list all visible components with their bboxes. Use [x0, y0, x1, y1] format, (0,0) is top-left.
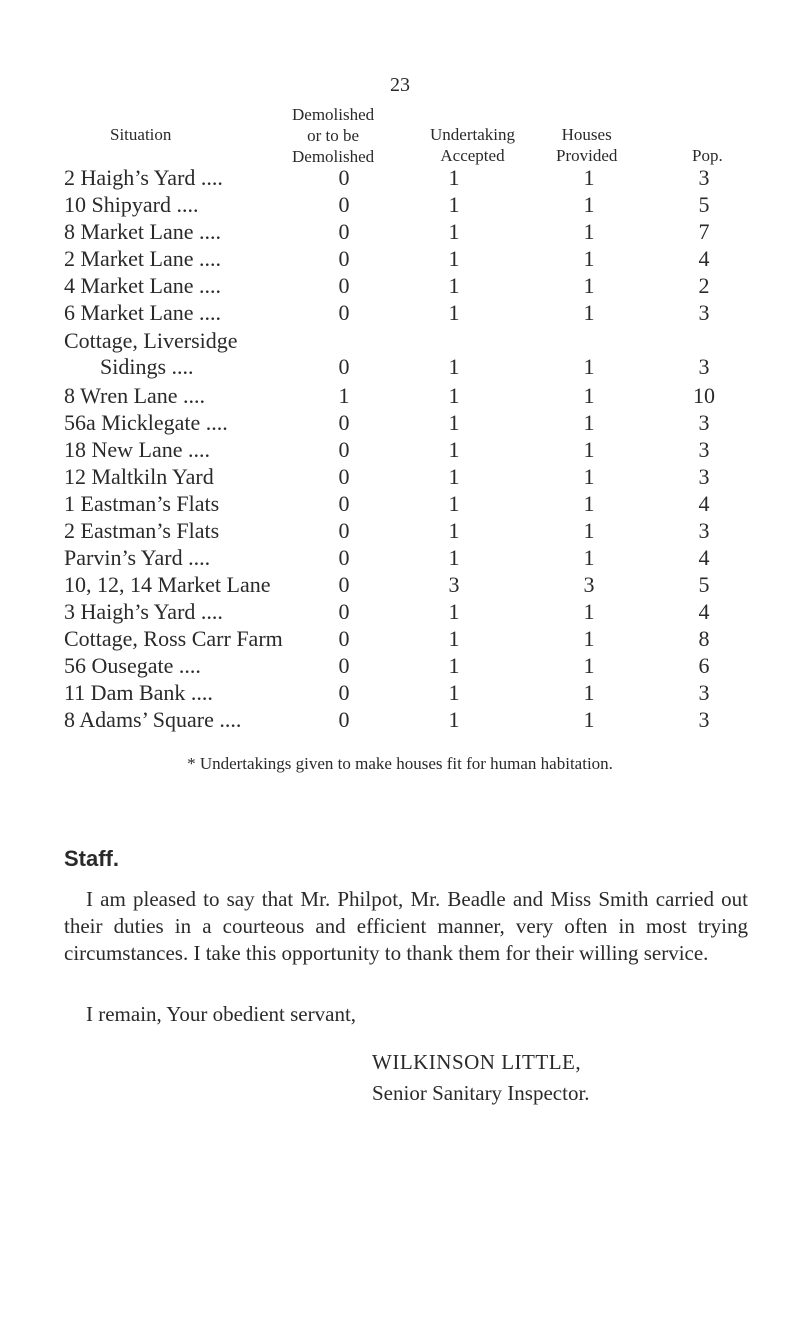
cell-demolished: 0 — [338, 245, 350, 271]
table-row — [64, 191, 754, 218]
cell-houses: 1 — [583, 436, 595, 462]
table-row — [64, 326, 754, 382]
header-demolished-line: Demolished — [292, 105, 375, 124]
table-row — [64, 517, 754, 544]
cell-demolished: 0 — [338, 679, 350, 705]
cell-demolished: 0 — [338, 409, 350, 435]
cell-pop: 3 — [698, 409, 710, 435]
cell-situation — [64, 544, 304, 571]
cell-situation — [64, 625, 304, 652]
situation-text: 2 Market Lane .... — [64, 245, 221, 271]
cell-houses: 1 — [583, 490, 595, 516]
cell-pop: 3 — [698, 354, 710, 379]
closing-line: I remain, Your obedient servant, — [86, 1002, 357, 1026]
cell-demolished: 0 — [338, 436, 350, 462]
cell-demolished: 0 — [338, 571, 350, 597]
header-demolished — [292, 104, 374, 167]
table-row — [64, 299, 754, 326]
table-row — [64, 164, 754, 191]
cell-demolished: 0 — [338, 218, 350, 244]
situation-text: 4 Market Lane .... — [64, 272, 221, 298]
cell-demolished: 0 — [338, 517, 350, 543]
cell-pop: 4 — [698, 490, 710, 516]
situation-text: 12 Maltkiln Yard — [64, 463, 214, 489]
cell-pop: 8 — [698, 625, 710, 651]
cell-houses: 1 — [583, 679, 595, 705]
cell-situation — [64, 679, 304, 706]
situation-text: 18 New Lane .... — [64, 436, 211, 462]
cell-pop: 3 — [698, 706, 710, 732]
table-row — [64, 245, 754, 272]
cell-houses: 1 — [583, 272, 595, 298]
cell-undertaking: 1 — [448, 490, 460, 516]
cell-pop: 6 — [698, 652, 710, 678]
cell-houses: 1 — [583, 354, 595, 379]
housing-table-body — [64, 164, 754, 733]
situation-text: 6 Market Lane .... — [64, 299, 221, 325]
cell-demolished: 0 — [338, 598, 350, 624]
table-row — [64, 436, 754, 463]
cell-situation — [64, 299, 304, 326]
cell-undertaking: 1 — [448, 544, 460, 570]
table-row — [64, 679, 754, 706]
table-row — [64, 706, 754, 733]
table-row — [64, 598, 754, 625]
cell-houses: 1 — [583, 191, 595, 217]
table-row — [64, 544, 754, 571]
cell-situation — [64, 490, 304, 517]
cell-pop: 5 — [698, 191, 710, 217]
header-pop: Pop. — [692, 146, 723, 165]
cell-pop: 7 — [698, 218, 710, 244]
cell-undertaking: 1 — [448, 679, 460, 705]
situation-text: 10, 12, 14 Market Lane — [64, 571, 271, 597]
table-row — [64, 625, 754, 652]
cell-situation — [64, 164, 304, 191]
cell-pop: 3 — [698, 679, 710, 705]
cell-undertaking: 1 — [448, 382, 460, 408]
cell-undertaking: 1 — [448, 218, 460, 244]
cell-undertaking: 1 — [448, 245, 460, 271]
header-demolished-line: Demolished — [292, 147, 375, 166]
staff-paragraph: I am pleased to say that Mr. Philpot, Mr. Beadle and Miss Smith carried out their duties in a courteous and efficient manner, very often in most trying circumstances. I take this opportunity to thank them for their willing service. — [64, 887, 748, 965]
header-undertaking-line: Accepted — [440, 146, 505, 165]
signatory-title: Senior Sanitary Inspector. — [372, 1081, 590, 1105]
cell-demolished: 0 — [338, 625, 350, 651]
cell-pop: 3 — [698, 463, 710, 489]
cell-demolished: 0 — [338, 490, 350, 516]
cell-pop: 4 — [698, 245, 710, 271]
cell-undertaking: 1 — [448, 706, 460, 732]
header-undertaking — [430, 124, 515, 166]
situation-text: 8 Wren Lane .... — [64, 382, 206, 408]
situation-text: 2 Eastman’s Flats — [64, 517, 220, 543]
cell-houses: 1 — [583, 299, 595, 325]
cell-situation — [64, 517, 304, 544]
cell-situation — [64, 326, 304, 382]
cell-undertaking: 3 — [448, 571, 460, 597]
table-row — [64, 218, 754, 245]
cell-demolished: 0 — [338, 191, 350, 217]
situation-text: 1 Eastman’s Flats — [64, 490, 220, 516]
cell-demolished: 0 — [338, 354, 350, 379]
cell-undertaking: 1 — [448, 164, 460, 190]
cell-undertaking: 1 — [448, 272, 460, 298]
cell-undertaking: 1 — [448, 191, 460, 217]
cell-situation — [64, 272, 304, 299]
situation-text: 2 Haigh’s Yard .... — [64, 164, 223, 190]
table-row — [64, 409, 754, 436]
cell-houses: 1 — [583, 409, 595, 435]
cell-situation — [64, 218, 304, 245]
cell-undertaking: 1 — [448, 625, 460, 651]
cell-situation — [64, 598, 304, 625]
cell-houses: 1 — [583, 164, 595, 190]
situation-text: 8 Adams’ Square .... — [64, 706, 242, 732]
cell-houses: 1 — [583, 544, 595, 570]
cell-houses: 1 — [583, 517, 595, 543]
table-row — [64, 382, 754, 409]
situation-text-line2: Sidings .... — [100, 354, 194, 379]
cell-pop: 3 — [698, 299, 710, 325]
situation-text: 3 Haigh’s Yard .... — [64, 598, 223, 624]
cell-demolished: 0 — [338, 299, 350, 325]
cell-houses: 1 — [583, 652, 595, 678]
cell-demolished: 0 — [338, 463, 350, 489]
cell-demolished: 0 — [338, 652, 350, 678]
cell-situation — [64, 706, 304, 733]
table-row — [64, 652, 754, 679]
cell-houses: 1 — [583, 218, 595, 244]
table-row — [64, 571, 754, 598]
cell-situation — [64, 409, 304, 436]
cell-houses: 1 — [583, 245, 595, 271]
staff-heading: Staff. — [64, 846, 119, 871]
cell-undertaking: 1 — [448, 652, 460, 678]
signature: WILKINSON LITTLE, — [372, 1050, 582, 1074]
page-number: 23 — [390, 74, 410, 96]
cell-pop: 3 — [698, 164, 710, 190]
cell-pop: 3 — [698, 517, 710, 543]
situation-text: 8 Market Lane .... — [64, 218, 221, 244]
cell-houses: 1 — [583, 598, 595, 624]
cell-undertaking: 1 — [448, 598, 460, 624]
cell-undertaking: 1 — [448, 354, 460, 379]
situation-text: Cottage, Liversidge — [64, 328, 238, 353]
situation-text: 10 Shipyard .... — [64, 191, 199, 217]
header-houses-line: Houses — [561, 125, 612, 144]
cell-pop: 3 — [698, 436, 710, 462]
cell-demolished: 1 — [338, 382, 350, 408]
header-houses-line: Provided — [556, 146, 618, 165]
cell-demolished: 0 — [338, 272, 350, 298]
cell-demolished: 0 — [338, 544, 350, 570]
cell-situation — [64, 382, 304, 409]
cell-situation — [64, 463, 304, 490]
cell-houses: 1 — [583, 463, 595, 489]
cell-situation — [64, 245, 304, 272]
cell-undertaking: 1 — [448, 463, 460, 489]
cell-undertaking: 1 — [448, 436, 460, 462]
cell-situation — [64, 652, 304, 679]
cell-pop: 5 — [698, 571, 710, 597]
footnote: * Undertakings given to make houses fit for human habitation. — [187, 754, 613, 773]
header-houses — [556, 124, 617, 166]
cell-demolished: 0 — [338, 706, 350, 732]
table-row — [64, 490, 754, 517]
cell-pop: 4 — [698, 598, 710, 624]
cell-undertaking: 1 — [448, 299, 460, 325]
situation-text: 11 Dam Bank .... — [64, 679, 213, 705]
header-demolished-line: or to be — [307, 126, 360, 145]
cell-pop: 4 — [698, 544, 710, 570]
cell-demolished: 0 — [338, 164, 350, 190]
cell-situation — [64, 436, 304, 463]
header-situation: Situation — [110, 125, 172, 144]
table-row — [64, 463, 754, 490]
cell-houses: 1 — [583, 706, 595, 732]
cell-situation — [64, 191, 304, 218]
housing-table — [64, 164, 754, 733]
cell-undertaking: 1 — [448, 517, 460, 543]
situation-text: 56a Micklegate .... — [64, 409, 228, 435]
cell-houses: 1 — [583, 625, 595, 651]
cell-situation — [64, 571, 304, 598]
cell-pop: 2 — [698, 272, 710, 298]
situation-text: 56 Ousegate .... — [64, 652, 201, 678]
table-row — [64, 272, 754, 299]
situation-text: Cottage, Ross Carr Farm — [64, 625, 283, 651]
cell-undertaking: 1 — [448, 409, 460, 435]
cell-pop: 10 — [693, 382, 715, 408]
cell-houses: 3 — [583, 571, 595, 597]
header-undertaking-line: Undertaking — [430, 125, 515, 144]
situation-text: Parvin’s Yard .... — [64, 544, 211, 570]
cell-houses: 1 — [583, 382, 595, 408]
